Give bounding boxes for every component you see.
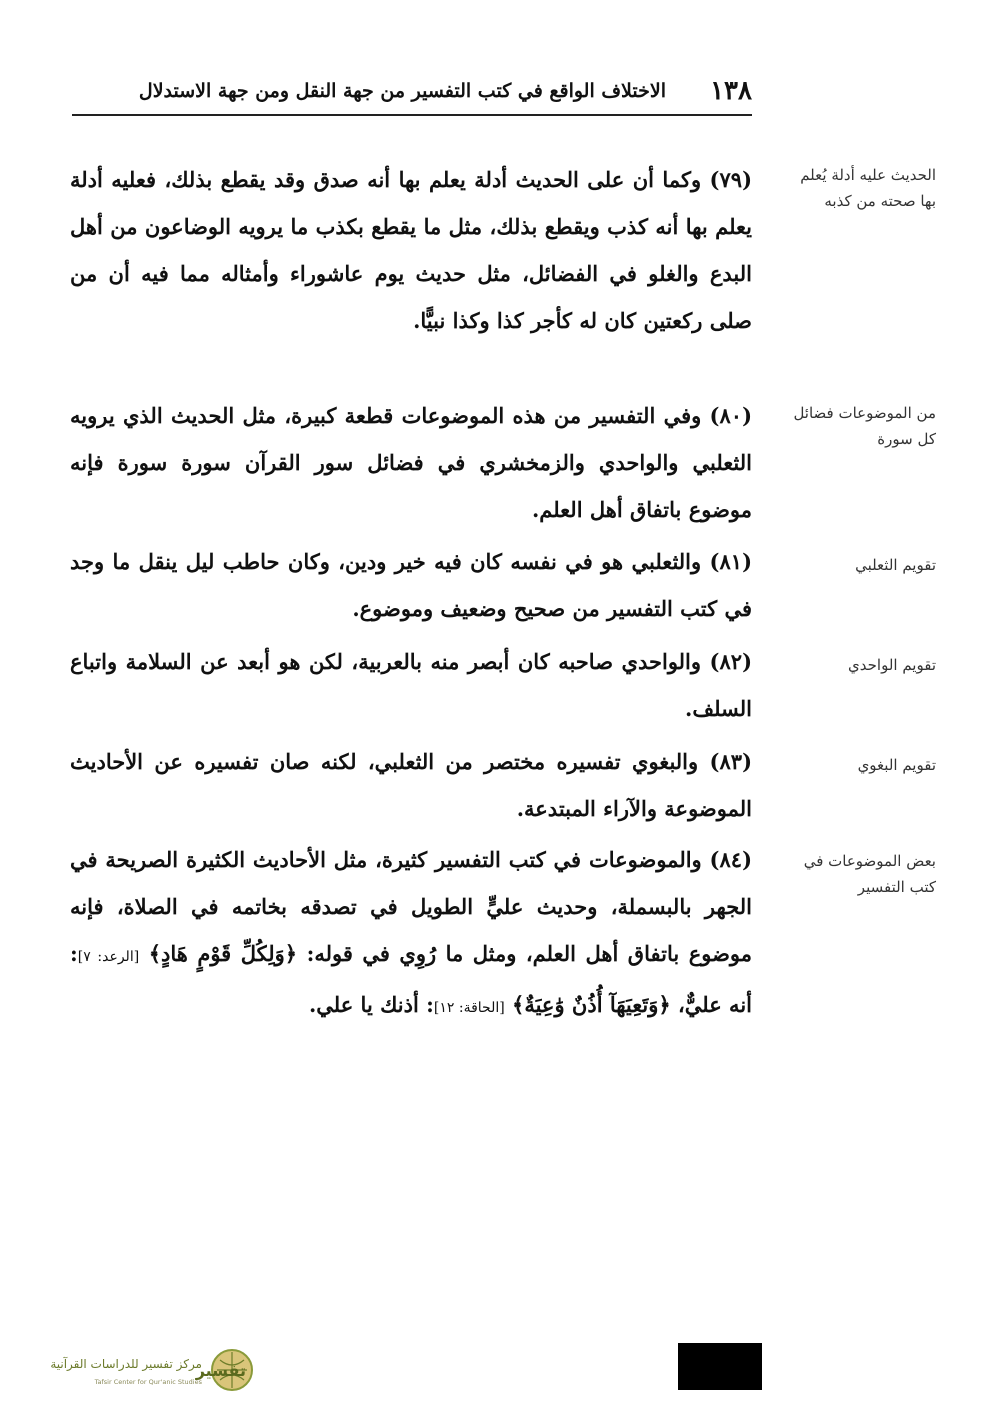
logo-english-name: Tafsir Center for Qur'anic Studies (94, 1378, 202, 1386)
paragraph: (٨٣) والبغوي تفسيره مختصر من الثعلبي، لكنه صان تفسيره عن الأحاديث الموضوعة والآراء المبتدعة. (70, 749, 752, 821)
logo-center-name: مركز تفسير للدراسات القرآنية (50, 1357, 202, 1371)
text-segment: : أنه عليٌّ، (70, 941, 752, 1017)
margin-note: تقويم البغوي (857, 756, 936, 774)
section-83 (72, 738, 936, 832)
margin-note: تقويم الواحدي (848, 656, 936, 674)
quran-verse: ﴿وَلِكُلِّ قَوْمٍ هَادٍ﴾ (148, 941, 298, 966)
paragraph (70, 836, 752, 1032)
paragraph: (٧٩) وكما أن على الحديث أدلة يعلم بها أنه صدق وقد يقطع بذلك، فعليه أدلة يعلم بها أنه كذب ويقطع بذلك، مثل ما يقطع بكذب ما يرويه الوضاعون من أهل البدع والغلو في الفضائل، مثل حديث يوم عاشوراء وأمثاله مما فيه أن من صلى ركعتين كان له كأجر كذا وكذا نبيًّا. (70, 167, 752, 333)
margin-note: تقويم الثعلبي (855, 556, 936, 574)
text-segment: (٨٤) والموضوعات في كتب التفسير كثيرة، مثل الأحاديث الكثيرة الصريحة في الجهر بالبسملة، وحديث عليٍّ الطويل في تصدقه بخاتمه في الصلاة، فإنه موضوع باتفاق أهل العلم، ومثل ما رُوِي في قوله: (70, 847, 752, 966)
paragraph: (٨٢) والواحدي صاحبه كان أبصر منه بالعربية، لكن هو أبعد عن السلامة واتباع السلف. (70, 649, 752, 721)
text-segment: : أذنك يا علي. (308, 992, 434, 1017)
section-84 (72, 836, 936, 1076)
page-number: ١٣٨ (710, 76, 752, 106)
tafsir-center-logo (14, 1346, 264, 1396)
margin-note: الحديث عليه أدلة يُعلم بها صحته من كذبه (800, 166, 936, 210)
verse-reference: [الرعد: ٧] (77, 949, 140, 965)
running-title: الاختلاف الواقع في كتب التفسير من جهة النقل ومن جهة الاستدلال (138, 80, 666, 102)
section-82 (72, 638, 936, 732)
paragraph: (٨٠) وفي التفسير من هذه الموضوعات قطعة كبيرة، مثل الحديث الذي يرويه الثعلبي والواحدي والزمخشري في فضائل سور القرآن سورة سورة فإنه موضوع باتفاق أهل العلم. (70, 403, 752, 522)
section-81 (72, 538, 936, 632)
quran-verse: ﴿وَتَعِيَهَآ أُذُنٌ وَٰعِيَةٌ﴾ (512, 992, 671, 1017)
paragraph: (٨١) والثعلبي هو في نفسه كان فيه خير ودين، وكان حاطب ليل ينقل ما وجد في كتب التفسير من صحيح وضعيف وموضوع. (70, 549, 752, 621)
logo-arabic-word: تفسير (195, 1361, 246, 1380)
section-79 (72, 156, 936, 386)
page-header (72, 74, 752, 116)
margin-note: بعض الموضوعات في كتب التفسير (803, 852, 936, 896)
margin-note: من الموضوعات فضائل كل سورة (793, 404, 936, 448)
verse-reference: [الحاقة: ١٢] (433, 1000, 505, 1016)
redaction-box (678, 1343, 762, 1390)
section-80 (72, 392, 936, 532)
